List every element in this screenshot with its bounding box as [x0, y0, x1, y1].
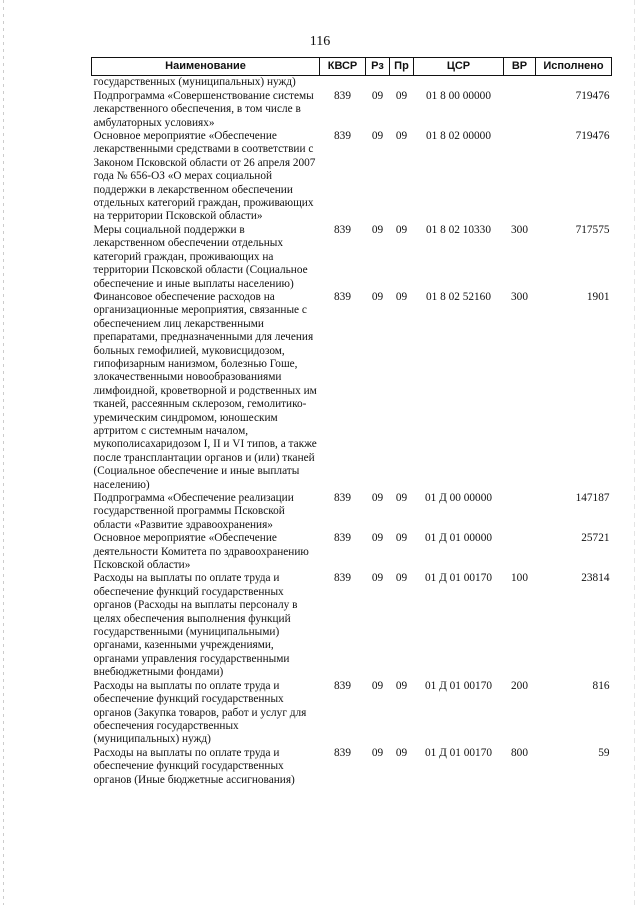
row-pr: 09 [395, 746, 408, 759]
row-executed: 25721 [581, 532, 610, 545]
row-rz: 09 [371, 572, 384, 585]
row-csr: 01 8 02 10330 [426, 223, 491, 236]
row-kvsr [320, 76, 366, 90]
row-kvsr: 839 [334, 492, 351, 504]
row-kvsr: 839 [334, 290, 351, 303]
page-number: 116 [309, 34, 331, 49]
table-row [92, 532, 612, 572]
row-rz: 09 [371, 89, 384, 102]
row-pr: 09 [395, 223, 408, 236]
row-name: Расходы на выплаты по оплате труда и обеспечение функций государственных органов (Иные бюджетные ассигнования) [93, 746, 295, 786]
row-kvsr: 839 [334, 89, 351, 102]
row-kvsr: 839 [334, 532, 351, 545]
row-name: Основное мероприятие «Обеспечение лекарственными средствами в соответствии с Законом Псковской области от 26 апреля 2007 года № 656-ОЗ «О мерах социальной поддержки в лекарственном обеспечении отдельных категорий граждан, проживающих на территории Псковской области» [93, 130, 316, 223]
row-name: Основное мероприятие «Обеспечение деятельности Комитета по здравоохранению Псковской области» [93, 532, 309, 572]
row-executed: 1901 [586, 290, 610, 303]
row-csr: 01 Д 01 00170 [424, 572, 492, 585]
table-row [92, 130, 612, 224]
row-pr: 09 [395, 130, 408, 143]
row-pr: 09 [395, 89, 408, 102]
row-pr: 09 [395, 492, 408, 504]
row-executed: 59 [598, 746, 610, 759]
row-csr: 01 Д 01 00000 [424, 532, 492, 545]
row-vr: 300 [511, 290, 528, 303]
row-kvsr: 839 [334, 679, 351, 692]
row-vr [504, 90, 536, 130]
header-rz: Рз [366, 58, 390, 76]
row-executed: 719476 [575, 130, 610, 143]
table-row [92, 572, 612, 679]
row-kvsr: 839 [334, 130, 351, 143]
row-csr: 01 8 02 00000 [426, 130, 491, 143]
table-header [92, 58, 612, 76]
row-executed: 23814 [581, 572, 610, 585]
row-rz: 09 [371, 532, 384, 545]
row-rz [366, 76, 390, 90]
row-name: Подпрограмма «Совершенствование системы лекарственного обеспечения, в том числе в амбулаторных условиях» [93, 89, 314, 129]
row-pr: 09 [395, 290, 408, 303]
row-executed [536, 76, 612, 90]
row-executed: 719476 [575, 89, 610, 102]
row-vr [504, 532, 536, 572]
row-executed: 717575 [575, 223, 610, 236]
budget-table [91, 57, 612, 787]
row-name: Расходы на выплаты по оплате труда и обеспечение функций государственных органов (Закупка товаров, работ и услуг для обеспечения государственных (муниципальных) нужд) [93, 679, 307, 746]
row-vr [504, 492, 536, 532]
row-csr: 01 8 02 52160 [426, 290, 491, 303]
row-name: Расходы на выплаты по оплате труда и обеспечение функций государственных органов (Расходы на выплаты персоналу в целях обеспечения выполнения функций государственными (муниципальными) органами, казенными учреждениями, органами управления государственными внебюджетными фондами) [93, 572, 298, 679]
row-rz: 09 [371, 679, 384, 692]
row-vr [504, 76, 536, 90]
row-pr: 09 [395, 532, 408, 545]
row-executed: 816 [592, 679, 610, 692]
header-vr: ВР [504, 58, 536, 76]
row-executed: 147187 [575, 492, 610, 504]
row-name: Финансовое обеспечение расходов на организационные мероприятия, связанные с обеспечением лиц лекарственными препаратами, предназначенными для лечения больных гемофилией, муковисцидозом, гипофизарным нанизмом, болезнью Гоше, злокачественными новообразованиями лимфоидной, кроветворной и родственных им тканей, рассеянным склерозом, гемолитико-уремическим синдромом, юношеским артритом с системным началом, мукополисахаридозом I, II и VI типов, а также после трансплантации органов и (или) тканей (Социальное обеспечение и иные выплаты населению) [93, 290, 317, 491]
row-pr [390, 76, 414, 90]
table-row [92, 747, 612, 787]
row-name: государственных (муниципальных) нужд) [93, 76, 296, 89]
table-row [92, 492, 612, 532]
header-name: Наименование [92, 58, 320, 76]
header-csr: ЦСР [414, 58, 504, 76]
row-kvsr: 839 [334, 572, 351, 585]
header-kvsr: КВСР [320, 58, 366, 76]
row-vr: 200 [511, 679, 528, 692]
row-csr: 01 Д 01 00170 [424, 746, 492, 759]
header-executed: Исполнено [536, 58, 612, 76]
row-vr: 800 [511, 746, 528, 759]
table-row [92, 224, 612, 291]
row-csr: 01 Д 00 00000 [424, 492, 492, 504]
header-pr: Пр [390, 58, 414, 76]
row-csr [414, 76, 504, 90]
row-name: Подпрограмма «Обеспечение реализации государственной программы Псковской области «Развитие здравоохранения» [93, 492, 294, 531]
row-vr: 100 [511, 572, 528, 585]
row-rz: 09 [371, 746, 384, 759]
row-rz: 09 [371, 223, 384, 236]
scan-edge-left [3, 0, 4, 905]
row-vr [504, 130, 536, 224]
row-rz: 09 [371, 290, 384, 303]
table-row [92, 291, 612, 492]
table-row [92, 90, 612, 130]
table-row [92, 76, 612, 90]
table-row [92, 680, 612, 747]
row-name: Меры социальной поддержки в лекарственном обеспечении отдельных категорий граждан, проживающих на территории Псковской области (Социальное обеспечение и иные выплаты населению) [93, 223, 308, 290]
header-row [92, 58, 612, 76]
scan-edge-right [634, 0, 635, 905]
row-rz: 09 [371, 492, 384, 504]
row-kvsr: 839 [334, 223, 351, 236]
row-csr: 01 Д 01 00170 [424, 679, 492, 692]
row-rz: 09 [371, 130, 384, 143]
row-kvsr: 839 [334, 746, 351, 759]
row-vr: 300 [511, 223, 528, 236]
row-pr: 09 [395, 679, 408, 692]
table-body [92, 76, 612, 787]
row-pr: 09 [395, 572, 408, 585]
row-csr: 01 8 00 00000 [426, 89, 491, 102]
